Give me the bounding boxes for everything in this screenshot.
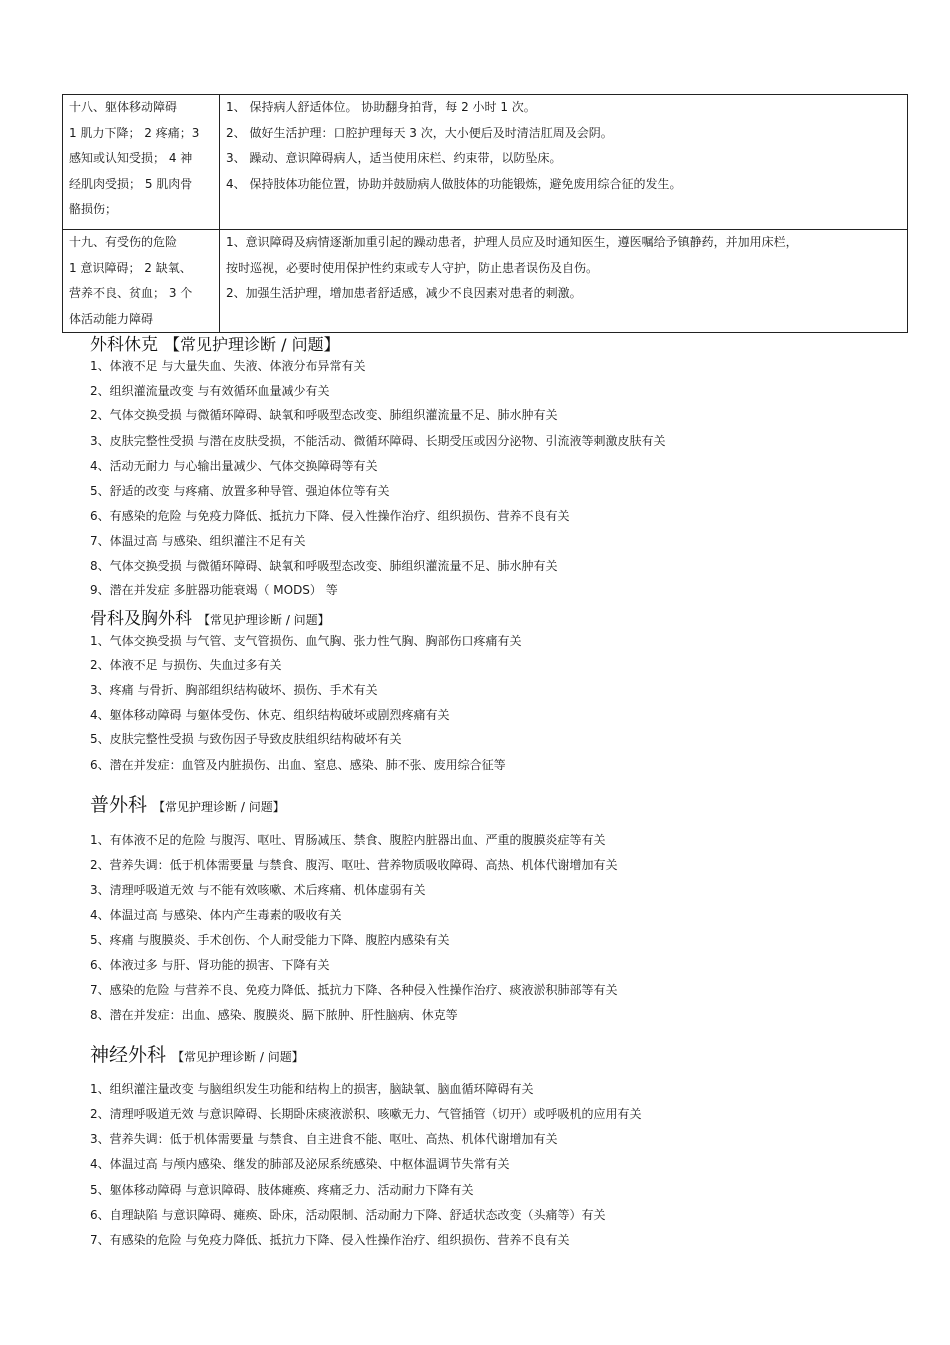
list-item: 1、体液不足 与大量失血、失液、体液分布异常有关 [90,359,366,373]
section-title-general-surgery [90,790,285,817]
list-item: 4、躯体移动障碍 与躯体受伤、休克、组织结构破坏或剧烈疼痛有关 [90,708,450,722]
list-item: 9、潜在并发症 多脏器功能衰竭（ MODS） 等 [90,583,338,597]
list-item: 2、气体交换受损 与微循环障碍、缺氧和呼吸型态改变、肺组织灌流量不足、肺水肿有关 [90,408,558,422]
measures-cell [220,95,908,230]
list-item: 3、疼痛 与骨折、胸部组织结构破坏、损伤、手术有关 [90,683,378,697]
cell-text: 1 意识障碍； 2 缺氧、 [69,260,192,275]
list-item: 7、感染的危险 与营养不良、免疫力降低、抵抗力下降、各种侵入性操作治疗、痰液淤积肺部等有关 [90,983,618,997]
cell-text: 营养不良、贫血； 3 个 [69,286,193,300]
list-item: 5、疼痛 与腹膜炎、手术创伤、个人耐受能力下降、腹腔内感染有关 [90,933,450,947]
list-item: 6、体液过多 与肝、肾功能的损害、下降有关 [90,958,330,972]
section-heading: 普外科 [90,794,148,816]
list-item: 3、皮肤完整性受损 与潜在皮肤受损，不能活动、微循环障碍、长期受压或因分泌物、引流液等刺激皮肤有关 [90,434,666,448]
cell-text: 2、加强生活护理，增加患者舒适感，减少不良因素对患者的刺激。 [226,286,582,300]
diagnosis-cell [63,95,220,230]
table-row [63,95,908,230]
measures-cell [220,230,908,333]
cell-text: 按时巡视，必要时使用保护性约束或专人守护，防止患者误伤及自伤。 [226,260,599,275]
list-item: 3、清理呼吸道无效 与不能有效咳嗽、术后疼痛、机体虚弱有关 [90,883,426,897]
section-heading: 骨科及胸外科 [90,609,192,629]
section-subtitle: 【常见护理诊断 / 问题】 [153,800,285,814]
section-title-neurosurgery [90,1040,304,1067]
list-item: 3、营养失调：低于机体需要量 与禁食、自主进食不能、呕吐、高热、机体代谢增加有关 [90,1132,558,1146]
nursing-measures-table [62,94,908,333]
cell-text: 1 肌力下降； 2 疼痛；3 [69,125,200,140]
cell-text: 经肌肉受损； 5 肌肉骨 [69,176,193,191]
list-item: 7、体温过高 与感染、组织灌注不足有关 [90,534,306,548]
list-item: 6、潜在并发症：血管及内脏损伤、出血、窒息、感染、肺不张、废用综合征等 [90,758,506,772]
section-heading: 外科休克 [90,335,158,355]
list-item: 5、躯体移动障碍 与意识障碍、肢体瘫痪、疼痛乏力、活动耐力下降有关 [90,1183,474,1197]
list-item: 2、营养失调：低于机体需要量 与禁食、腹泻、呕吐、营养物质吸收障碍、高热、机体代谢增加有关 [90,858,618,872]
list-item: 2、组织灌流量改变 与有效循环血量减少有关 [90,384,330,398]
table-row [63,230,908,333]
cell-text: 感知或认知受损； 4 神 [69,151,193,165]
list-item: 6、有感染的危险 与免疫力降低、抵抗力下降、侵入性操作治疗、组织损伤、营养不良有关 [90,509,570,523]
list-item: 8、潜在并发症：出血、感染、腹膜炎、膈下脓肿、肝性脑病、休克等 [90,1008,458,1022]
cell-text: 1、 保持病人舒适体位。 协助翻身拍背，每 2 小时 1 次。 [226,100,536,114]
list-item: 1、气体交换受损 与气管、支气管损伤、血气胸、张力性气胸、胸部伤口疼痛有关 [90,634,522,648]
cell-text: 3、 躁动、意识障碍病人，适当使用床栏、约束带，以防坠床。 [226,151,562,165]
section-heading: 神经外科 [90,1044,167,1066]
list-item: 4、体温过高 与感染、体内产生毒素的吸收有关 [90,908,342,922]
list-item: 2、体液不足 与损伤、失血过多有关 [90,658,282,672]
list-item: 5、皮肤完整性受损 与致伤因子导致皮肤组织结构破坏有关 [90,732,402,746]
section-subtitle: 【常见护理诊断 / 问题】 [172,1050,304,1064]
section-subtitle: 【常见护理诊断 / 问题】 [164,335,340,354]
section-title-orthopedic [90,604,330,629]
section-subtitle: 【常见护理诊断 / 问题】 [198,613,330,627]
cell-text: 2、 做好生活护理：口腔护理每天 3 次，大小便后及时清洁肛周及会阴。 [226,125,613,140]
cell-text: 十八、躯体移动障碍 [69,100,178,114]
list-item: 5、舒适的改变 与疼痛、放置多种导管、强迫体位等有关 [90,484,390,498]
cell-text: 4、 保持肢体功能位置，协助并鼓励病人做肢体的功能锻炼，避免废用综合征的发生。 [226,176,682,191]
list-item: 1、组织灌注量改变 与脑组织发生功能和结构上的损害，脑缺氧、脑血循环障碍有关 [90,1082,534,1096]
diagnosis-cell [63,230,220,333]
list-item: 2、清理呼吸道无效 与意识障碍、长期卧床痰液淤积、咳嗽无力、气管插管（切开）或呼吸机的应用有关 [90,1107,642,1121]
cell-text: 1、意识障碍及病情逐渐加重引起的躁动患者，护理人员应及时通知医生，遵医嘱给予镇静药，并加用床栏， [226,235,798,249]
list-item: 1、有体液不足的危险 与腹泻、呕吐、胃肠减压、禁食、腹腔内脏器出血、严重的腹膜炎症等有关 [90,833,606,847]
list-item: 4、体温过高 与颅内感染、继发的肺部及泌尿系统感染、中枢体温调节失常有关 [90,1157,510,1171]
cell-text: 骼损伤； [69,202,118,216]
cell-text: 十九、有受伤的危险 [69,235,178,249]
section-title-shock [90,330,340,355]
list-item: 7、有感染的危险 与免疫力降低、抵抗力下降、侵入性操作治疗、组织损伤、营养不良有关 [90,1233,570,1247]
list-item: 8、气体交换受损 与微循环障碍、缺氧和呼吸型态改变、肺组织灌流量不足、肺水肿有关 [90,559,558,573]
cell-text: 体活动能力障碍 [69,311,154,326]
list-item: 4、活动无耐力 与心输出量减少、气体交换障碍等有关 [90,459,378,473]
list-item: 6、自理缺陷 与意识障碍、瘫痪、卧床，活动限制、活动耐力下降、舒适状态改变（头痛等）有关 [90,1208,606,1222]
